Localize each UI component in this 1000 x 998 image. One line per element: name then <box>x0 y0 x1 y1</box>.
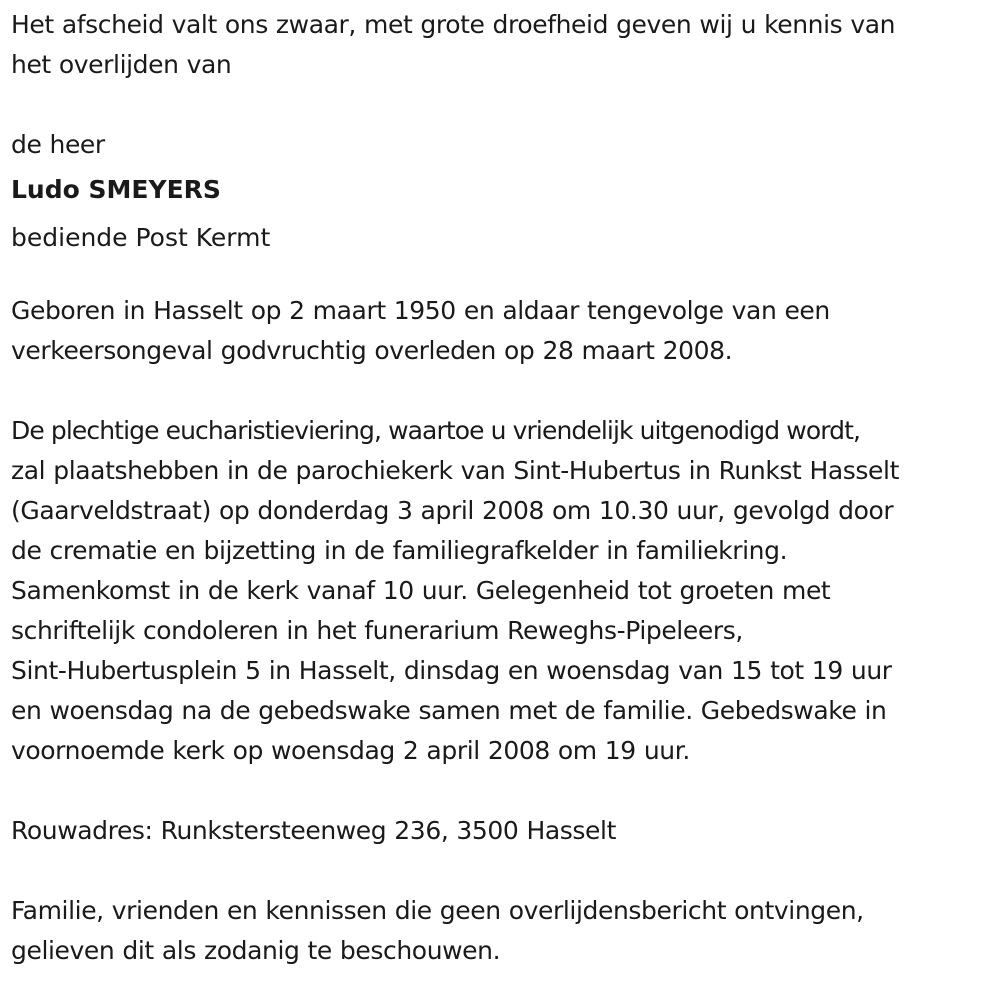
ceremony-line: (Gaarveldstraat) op donderdag 3 april 2008 om 10.30 uur, gevolgd door <box>11 496 894 525</box>
ceremony-line: de crematie en bijzetting in de familiegrafkelder in familiekring. <box>11 536 788 565</box>
birth-death-line-1: Geboren in Hasselt op 2 maart 1950 en aldaar tengevolge van een <box>11 296 830 325</box>
ceremony-line: Sint-Hubertusplein 5 in Hasselt, dinsdag en woensdag van 15 tot 19 uur <box>11 656 892 685</box>
deceased-name: Ludo SMEYERS <box>11 175 221 204</box>
ceremony-line: zal plaatshebben in de parochiekerk van Sint-Hubertus in Runkst Hasselt <box>11 456 899 485</box>
spacer <box>11 851 996 891</box>
closing-line-2: gelieven dit als zodanig te beschouwen. <box>11 936 501 965</box>
intro-line-2: het overlijden van <box>11 50 232 79</box>
deceased-occupation: bediende Post Kermt <box>11 223 271 252</box>
ceremony-line: De plechtige eucharistieviering, waartoe u vriendelijk uitgenodigd wordt, <box>11 416 861 445</box>
ceremony-line: schriftelijk condoleren in het funerarium Reweghs-Pipeleers, <box>11 616 743 645</box>
ceremony-line: en woensdag na de gebedswake samen met de familie. Gebedswake in <box>11 696 887 725</box>
spacer <box>11 771 996 811</box>
obituary-notice <box>11 5 996 971</box>
spacer <box>11 371 996 411</box>
honorific: de heer <box>11 130 105 159</box>
closing-line-1: Familie, vrienden en kennissen die geen overlijdensbericht ontvingen, <box>11 896 864 925</box>
mourning-address: Rouwadres: Runkstersteenweg 236, 3500 Hasselt <box>11 816 616 845</box>
spacer <box>11 85 996 125</box>
ceremony-line: voornoemde kerk op woensdag 2 april 2008 om 19 uur. <box>11 736 690 765</box>
intro-line-1: Het afscheid valt ons zwaar, met grote droefheid geven wij u kennis van <box>11 10 896 39</box>
birth-death-line-2: verkeersongeval godvruchtig overleden op 28 maart 2008. <box>11 336 733 365</box>
ceremony-line: Samenkomst in de kerk vanaf 10 uur. Gelegenheid tot groeten met <box>11 576 831 605</box>
spacer <box>11 261 996 291</box>
